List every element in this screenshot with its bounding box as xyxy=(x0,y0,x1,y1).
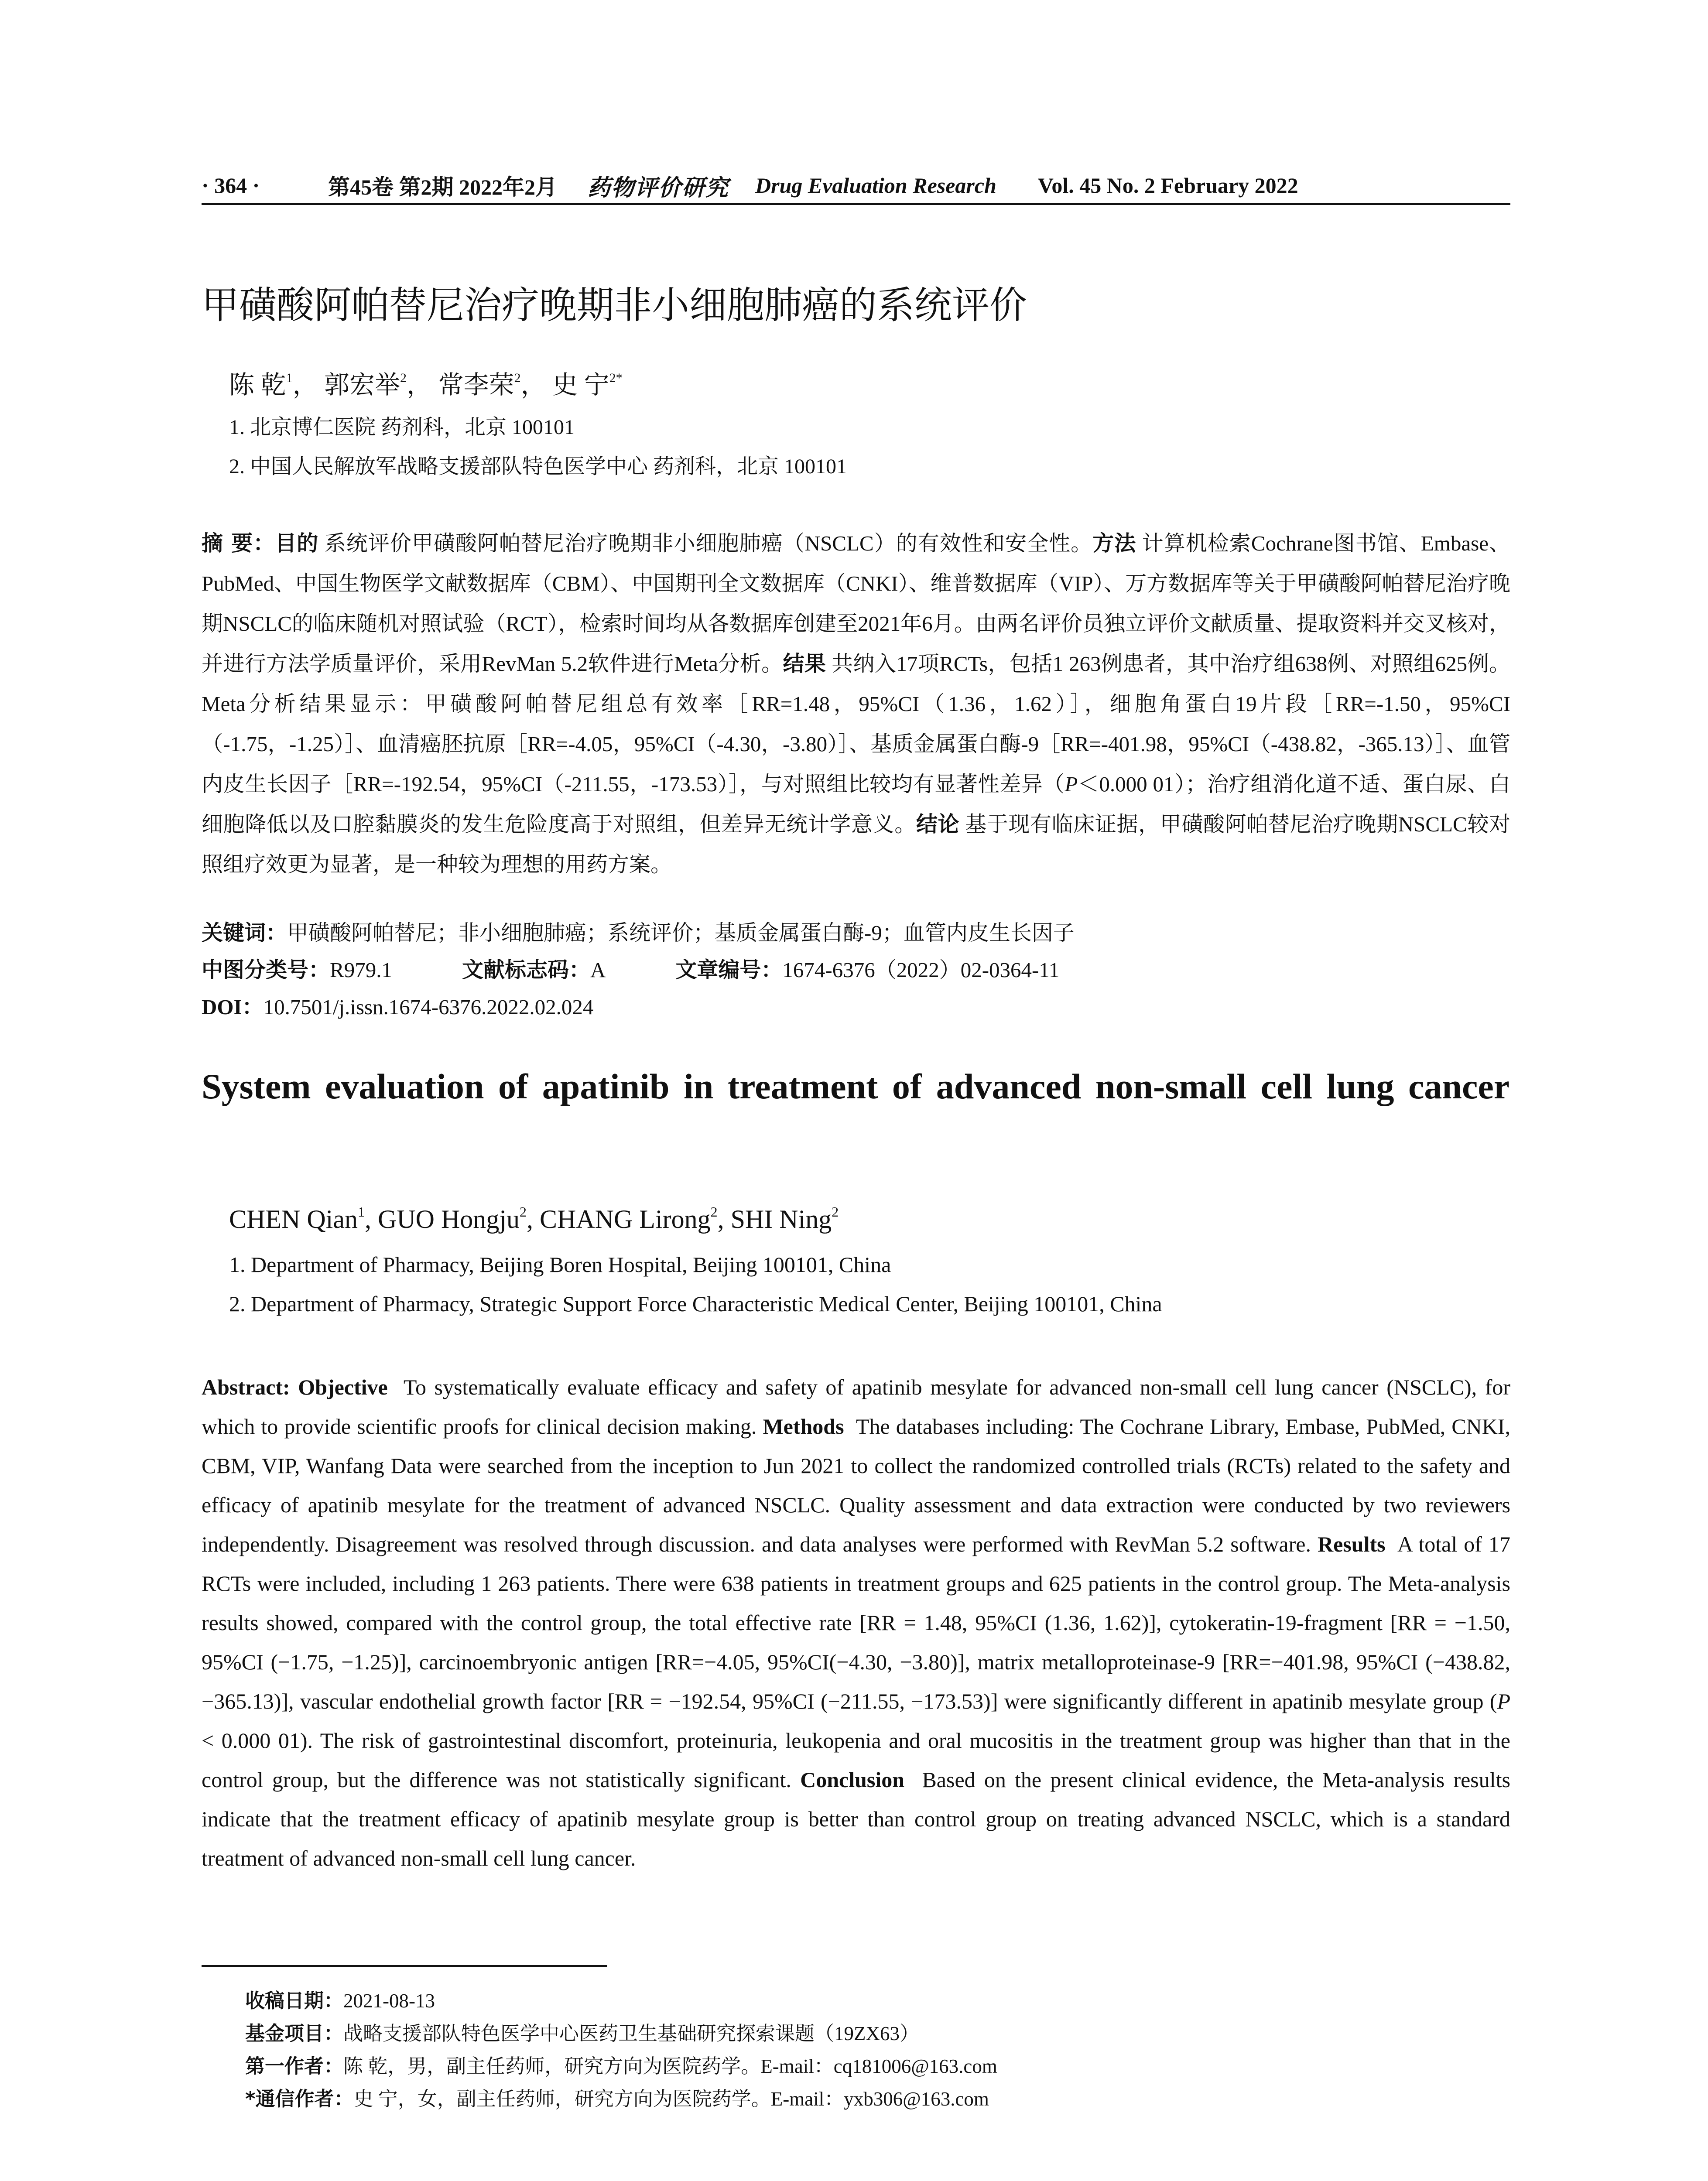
p-value-symbol: P xyxy=(1065,772,1078,796)
author-separator: , xyxy=(364,1205,378,1234)
article-title-cn: 甲磺酸阿帕替尼治疗晚期非小细胞肺癌的系统评价 xyxy=(202,284,1027,327)
document-code: A xyxy=(590,958,606,982)
author-separator: ， xyxy=(520,371,546,399)
results-text: < 0.000 01). The risk of gastrointestinal discomfort, proteinuria, leukopenia and oral mucositis in the treatment group was higher than that in the control group, but the difference was not statistically significant. xyxy=(202,1728,1510,1792)
footnote-first-author xyxy=(245,2050,997,2078)
running-header xyxy=(202,168,1510,205)
document-code-label: 文献标志码： xyxy=(462,957,590,982)
keywords-cn xyxy=(202,916,1075,947)
author-name: 郭宏举 xyxy=(324,371,400,399)
affiliation-cn: 2. 中国人民解放军战略支援部队特色医学中心 药剂科，北京 100101 xyxy=(229,455,847,478)
p-value-symbol: P xyxy=(1497,1689,1510,1713)
author-affiliation-mark: 2 xyxy=(400,371,407,385)
methods-label: Methods xyxy=(763,1414,844,1439)
author-list-cn xyxy=(229,364,623,401)
results-label: 结果 xyxy=(783,651,826,676)
abstract-en xyxy=(202,1367,1510,1878)
author-name: CHANG Lirong xyxy=(539,1205,711,1234)
footnote-text: 史 宁，女，副主任药师，研究方向为医院药学。E-mail：yxb306@163.com xyxy=(353,2088,989,2110)
footnote-text: 陈 乾，男，副主任药师，研究方向为医院药学。E-mail：cq181006@163.com xyxy=(343,2055,997,2077)
volume-info-en: Vol. 45 No. 2 February 2022 xyxy=(1037,173,1298,198)
author-separator: ， xyxy=(407,371,432,399)
affiliation-cn: 1. 北京博仁医院 药剂科，北京 100101 xyxy=(229,416,575,439)
doi-line xyxy=(202,990,593,1021)
footnote-text: 2021-08-13 xyxy=(343,1990,435,2012)
doi-value: 10.7501/j.issn.1674-6376.2022.02.024 xyxy=(263,995,594,1019)
results-text: A total of 17 RCTs were included, including 1 263 patients. There were 638 patients in treatment groups and 625 patients in the control group. The Meta-analysis results showed, compared with the control group, the total effective rate [RR = 1.48, 95%CI (1.36, 1.62)], cytokeratin-19-fragment [RR = −1.50, 95%CI (−1.75, −1.25)], carcinoembryonic antigen [RR=−4.05, 95%CI(−4.30, −3.80)], matrix metalloproteinase-9 [RR=−401.98, 95%CI (−438.82, −365.13)], vascular endothelial growth factor [RR = −192.54, 95%CI (−211.55, −173.53)] were significantly different in apatinib mesylate group ( xyxy=(202,1532,1510,1713)
volume-info-cn: 第45卷 第2期 2022年2月 xyxy=(328,175,557,199)
abstract-label: 摘 要： xyxy=(202,531,275,556)
footnote-received xyxy=(245,1985,435,2013)
author-name: SHI Ning xyxy=(730,1205,832,1234)
author-affiliation-mark: 2* xyxy=(609,371,623,385)
methods-text: 计算机检索Cochrane图书馆、Embase、PubMed、中国生物医学文献数据库（CBM）、中国期刊全文数据库（CNKI）、维普数据库（VIP）、万方数据库等关于甲磺酸阿帕替尼治疗晚期NSCLC的临床随机对照试验（RCT），检索时间均从各数据库创建至2021年6月。由两名评价员独立评价文献质量、提取资料并交叉核对，并进行方法学质量评价，采用RevMan 5.2软件进行Meta分析。 xyxy=(202,531,1511,676)
methods-text: The databases including: The Cochrane Library, Embase, PubMed, CNKI, CBM, VIP, Wanfang Data were searched from the inception to Jun 2021 to collect the randomized controlled trials (RCTs) related to the safety and efficacy of apatinib mesylate for the treatment of advanced NSCLC. Quality assessment and data extraction were conducted by two reviewers independently. Disagreement was resolved through discussion. and data analyses were performed with RevMan 5.2 software. xyxy=(202,1414,1510,1556)
affiliation-en: 1. Department of Pharmacy, Beijing Boren Hospital, Beijing 100101, China xyxy=(229,1252,891,1277)
conclusion-text: Based on the present clinical evidence, the Meta-analysis results indicate that the treatment efficacy of apatinib mesylate group is better than control group on treating advanced NSCLC, which is a standard treatment of advanced non-small cell lung cancer. xyxy=(202,1767,1510,1870)
footnote-divider xyxy=(202,1965,607,1967)
page-number: · 364 · xyxy=(202,173,260,198)
footnote-label: 基金项目： xyxy=(245,2022,344,2045)
author-name: 常李荣 xyxy=(438,371,514,399)
clc-number: R979.1 xyxy=(330,958,392,982)
objective-label: 目的 xyxy=(275,531,319,556)
clc-label: 中图分类号： xyxy=(202,957,330,982)
author-name: GUO Hongju xyxy=(377,1205,520,1234)
conclusion-label: 结论 xyxy=(916,812,960,837)
results-text: ＜0.000 01）；治疗组消化道不适、蛋白尿、白细胞降低以及口腔黏膜炎的发生危险度高于对照组，但差异无统计学意义。 xyxy=(202,772,1510,836)
footnote-label: 收稿日期： xyxy=(245,1989,344,2012)
objective-label: Objective xyxy=(298,1375,388,1399)
methods-label: 方法 xyxy=(1092,531,1136,556)
article-title-en: System evaluation of apatinib in treatment of advanced non-small cell lung cancer xyxy=(202,1067,1510,1106)
affiliation-en: 2. Department of Pharmacy, Strategic Support Force Characteristic Medical Center, Beijing 100101, China xyxy=(229,1292,1162,1316)
author-list-en xyxy=(229,1204,839,1234)
author-affiliation-mark: 1 xyxy=(357,1204,365,1220)
journal-name-en: Drug Evaluation Research xyxy=(755,173,996,198)
author-separator: , xyxy=(526,1205,540,1234)
author-affiliation-mark: 2 xyxy=(519,1204,527,1220)
conclusion-text: 基于现有临床证据，甲磺酸阿帕替尼治疗晚期NSCLC较对照组疗效更为显著，是一种较为理想的用药方案。 xyxy=(202,812,1510,876)
keywords-text: 甲磺酸阿帕替尼；非小细胞肺癌；系统评价；基质金属蛋白酶-9；血管内皮生长因子 xyxy=(287,921,1075,945)
author-affiliation-mark: 2 xyxy=(710,1204,718,1220)
results-label: Results xyxy=(1318,1532,1386,1556)
author-affiliation-mark: 1 xyxy=(286,371,293,385)
objective-text: To systematically evaluate efficacy and safety of apatinib mesylate for advanced non-small cell lung cancer (NSCLC), for which to provide scientific proofs for clinical decision making. xyxy=(202,1375,1511,1439)
article-number-label: 文章编号： xyxy=(675,957,783,982)
footnote-text: 战略支援部队特色医学中心医药卫生基础研究探索课题（19ZX63） xyxy=(343,2023,920,2044)
author-separator: , xyxy=(717,1205,731,1234)
author-separator: ， xyxy=(292,371,318,399)
footnote-label: *通信作者： xyxy=(245,2087,354,2110)
doi-label: DOI： xyxy=(202,995,264,1019)
article-number: 1674-6376（2022）02-0364-11 xyxy=(782,958,1060,982)
conclusion-label: Conclusion xyxy=(800,1767,905,1792)
footnote-funding xyxy=(245,2017,919,2046)
results-text: 共纳入17项RCTs，包括1 263例患者，其中治疗组638例、对照组625例。Meta分析结果显示：甲磺酸阿帕替尼组总有效率［RR=1.48，95%CI（1.36，1.62）］，细胞角蛋白19片段［RR=-1.50，95%CI（-1.75，-1.25）］、血清癌胚抗原［RR=-4.05，95%CI（-4.30，-3.80）］、基质金属蛋白酶-9［RR=-401.98，95%CI（-438.82，-365.13）］、血管内皮生长因子［RR=-192.54，95%CI（-211.55，-173.53）］，与对照组比较均有显著性差异（ xyxy=(202,652,1510,796)
abstract-label: Abstract: xyxy=(202,1375,290,1399)
abstract-cn xyxy=(202,523,1510,885)
author-name: 陈 乾 xyxy=(229,371,286,399)
author-name: CHEN Qian xyxy=(229,1205,358,1234)
keywords-label: 关键词： xyxy=(202,920,288,945)
author-name: 史 宁 xyxy=(552,371,609,399)
footnote-label: 第一作者： xyxy=(245,2055,344,2078)
journal-logo: 药物评价研究 xyxy=(588,174,729,201)
footnote-corresponding-author xyxy=(245,2083,989,2111)
classification-row xyxy=(202,953,1060,984)
author-affiliation-mark: 2 xyxy=(514,371,521,385)
objective-text: 系统评价甲磺酸阿帕替尼治疗晚期非小细胞肺癌（NSCLC）的有效性和安全性。 xyxy=(324,531,1093,555)
author-affiliation-mark: 2 xyxy=(832,1204,839,1220)
